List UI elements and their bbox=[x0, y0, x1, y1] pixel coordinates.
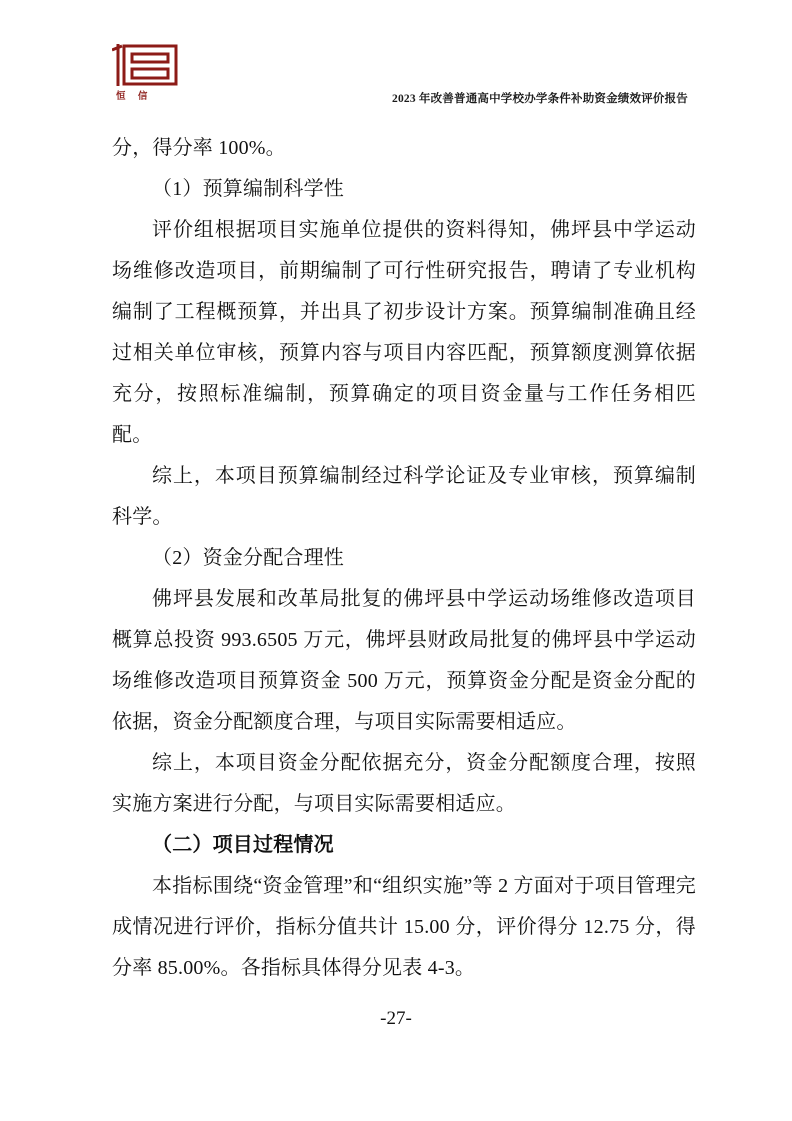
company-seal-icon bbox=[112, 44, 178, 86]
header-title: 2023 年改善普通高中学校办学条件补助资金绩效评价报告 bbox=[392, 93, 688, 105]
paragraph-subheading-fund-allocation: （2）资金分配合理性 bbox=[152, 547, 344, 569]
company-logo-text: 恒 信 bbox=[116, 92, 153, 102]
company-logo bbox=[112, 44, 190, 102]
paragraph: 分，得分率 100%。 bbox=[112, 137, 286, 159]
page-header bbox=[112, 44, 688, 106]
paragraph: 本指标围绕“资金管理”和“组织实施”等 2 方面对于项目管理完成情况进行评价，指标分值共计 15.00 分，评价得分 12.75 分，得分率 85.00%。各指标具体得分见表 4-3。 bbox=[112, 875, 696, 979]
paragraph: 综上，本项目资金分配依据充分，资金分配额度合理，按照实施方案进行分配，与项目实际需要相适应。 bbox=[112, 752, 696, 815]
paragraph: 评价组根据项目实施单位提供的资料得知，佛坪县中学运动场维修改造项目，前期编制了可行性研究报告，聘请了专业机构编制了工程概预算，并出具了初步设计方案。预算编制准确且经过相关单位审核，预算内容与项目内容匹配，预算额度测算依据充分，按照标准编制，预算确定的项目资金量与工作任务相匹配。 bbox=[112, 219, 696, 446]
paragraph-subheading-budget-science: （1）预算编制科学性 bbox=[152, 178, 344, 200]
page-number: -27- bbox=[380, 1008, 412, 1029]
paragraph: 综上，本项目预算编制经过科学论证及专业审核，预算编制科学。 bbox=[112, 465, 696, 528]
paragraph: 佛坪县发展和改革局批复的佛坪县中学运动场维修改造项目概算总投资 993.6505 万元，佛坪县财政局批复的佛坪县中学运动场维修改造项目预算资金 500 万元，预算资金分配是资金分配的依据，资金分配额度合理，与项目实际需要相适应。 bbox=[112, 588, 696, 733]
document-body bbox=[112, 128, 696, 989]
section-heading: （二）项目过程情况 bbox=[152, 834, 334, 856]
